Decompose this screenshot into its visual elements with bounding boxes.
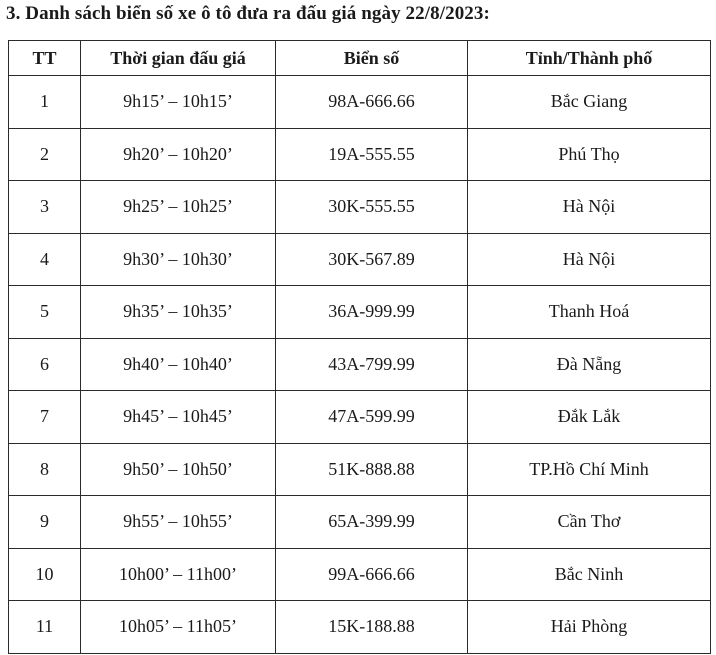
cell-plate-number: 65A-399.99 — [276, 496, 468, 549]
cell-auction-time: 9h55’ – 10h55’ — [81, 496, 276, 549]
cell-auction-time: 9h15’ – 10h15’ — [81, 76, 276, 129]
header-tt: TT — [9, 41, 81, 76]
cell-auction-time: 9h25’ – 10h25’ — [81, 181, 276, 234]
cell-plate-number: 51K-888.88 — [276, 443, 468, 496]
cell-plate-number: 43A-799.99 — [276, 338, 468, 391]
cell-province-city: Hà Nội — [468, 181, 711, 234]
cell-plate-number: 36A-999.99 — [276, 286, 468, 339]
table-row — [9, 601, 711, 654]
header-plate-number: Biển số — [276, 41, 468, 76]
license-plate-auction-table — [8, 40, 711, 654]
cell-tt: 3 — [9, 181, 81, 234]
cell-province-city: Phú Thọ — [468, 128, 711, 181]
cell-tt: 8 — [9, 443, 81, 496]
cell-tt: 2 — [9, 128, 81, 181]
table-row — [9, 76, 711, 129]
cell-plate-number: 15K-188.88 — [276, 601, 468, 654]
cell-tt: 1 — [9, 76, 81, 129]
table-row — [9, 181, 711, 234]
cell-province-city: Đà Nẵng — [468, 338, 711, 391]
table-row — [9, 496, 711, 549]
cell-province-city: TP.Hồ Chí Minh — [468, 443, 711, 496]
cell-tt: 7 — [9, 391, 81, 444]
cell-auction-time: 9h20’ – 10h20’ — [81, 128, 276, 181]
table-row — [9, 391, 711, 444]
cell-tt: 6 — [9, 338, 81, 391]
cell-plate-number: 98A-666.66 — [276, 76, 468, 129]
cell-auction-time: 10h00’ – 11h00’ — [81, 548, 276, 601]
cell-auction-time: 9h35’ – 10h35’ — [81, 286, 276, 339]
cell-tt: 10 — [9, 548, 81, 601]
cell-province-city: Hải Phòng — [468, 601, 711, 654]
cell-tt: 11 — [9, 601, 81, 654]
cell-province-city: Cần Thơ — [468, 496, 711, 549]
cell-tt: 9 — [9, 496, 81, 549]
cell-province-city: Bắc Ninh — [468, 548, 711, 601]
cell-plate-number: 99A-666.66 — [276, 548, 468, 601]
cell-plate-number: 30K-555.55 — [276, 181, 468, 234]
table-row — [9, 233, 711, 286]
cell-plate-number: 47A-599.99 — [276, 391, 468, 444]
table-row — [9, 286, 711, 339]
cell-auction-time: 9h45’ – 10h45’ — [81, 391, 276, 444]
cell-auction-time: 9h50’ – 10h50’ — [81, 443, 276, 496]
table-row — [9, 128, 711, 181]
table-header-row — [9, 41, 711, 76]
cell-province-city: Hà Nội — [468, 233, 711, 286]
cell-plate-number: 19A-555.55 — [276, 128, 468, 181]
table-row — [9, 338, 711, 391]
cell-tt: 4 — [9, 233, 81, 286]
header-province-city: Tỉnh/Thành phố — [468, 41, 711, 76]
cell-province-city: Đắk Lắk — [468, 391, 711, 444]
section-heading: 3. Danh sách biển số xe ô tô đưa ra đấu giá ngày 22/8/2023: — [6, 3, 490, 24]
cell-province-city: Thanh Hoá — [468, 286, 711, 339]
header-auction-time: Thời gian đấu giá — [81, 41, 276, 76]
cell-tt: 5 — [9, 286, 81, 339]
cell-province-city: Bắc Giang — [468, 76, 711, 129]
cell-plate-number: 30K-567.89 — [276, 233, 468, 286]
cell-auction-time: 10h05’ – 11h05’ — [81, 601, 276, 654]
cell-auction-time: 9h30’ – 10h30’ — [81, 233, 276, 286]
cell-auction-time: 9h40’ – 10h40’ — [81, 338, 276, 391]
table-row — [9, 443, 711, 496]
table-row — [9, 548, 711, 601]
